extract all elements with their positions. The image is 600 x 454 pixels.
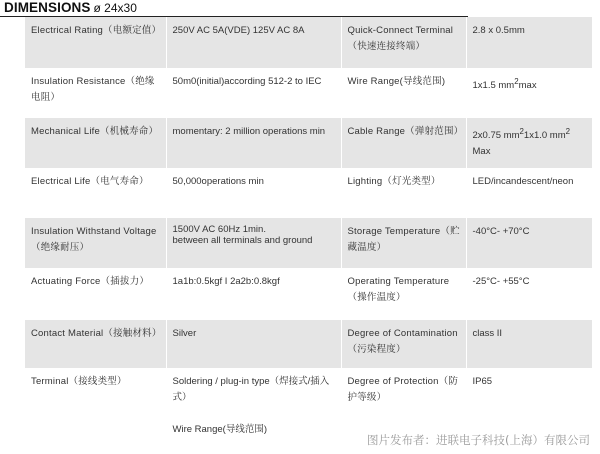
spec-label: Degree of Protection（防护等级）: [341, 368, 466, 450]
spec-value: Silver: [166, 320, 341, 368]
spec-value: class II: [466, 320, 592, 368]
spec-value: 50,000operations min: [166, 168, 341, 218]
spec-value: LED/incandescent/neon: [466, 168, 592, 218]
spec-label: Operating Temperature（操作温度）: [341, 268, 466, 320]
voltage-line-1: 1500V AC 60Hz 1min.: [172, 224, 266, 235]
spec-value: [166, 368, 341, 450]
spec-value: [466, 68, 592, 118]
spec-label: Terminal（接线类型）: [25, 368, 166, 450]
spec-label: Mechanical Life（机械寿命）: [25, 118, 166, 168]
cable-range-sup1: 2: [519, 127, 524, 136]
cable-range-max: Max: [472, 146, 491, 158]
wire-range-sup: 2: [514, 77, 519, 86]
terminal-wire-range: Wire Range(导线范围): [172, 424, 267, 435]
spec-label: Electrical Life（电气寿命）: [25, 168, 166, 218]
spec-value: 50m0(initial)according 512-2 to IEC: [166, 68, 341, 118]
spec-label: Cable Range（弹射范围）: [341, 118, 466, 168]
spec-label: Contact Material（接触材料）: [25, 320, 166, 368]
spec-label: Degree of Contamination（污染程度）: [341, 320, 466, 368]
spec-value: -40°C- +70°C: [466, 218, 592, 268]
spec-value: momentary: 2 million operations min: [166, 118, 341, 168]
spec-value: 250V AC 5A(VDE) 125V AC 8A: [166, 17, 341, 68]
spec-value: 1a1b:0.5kgf I 2a2b:0.8kgf: [166, 268, 341, 320]
spec-label: Quick-Connect Terminal（快速连接终端）: [341, 17, 466, 68]
spec-table: [25, 17, 592, 450]
dimensions-size: ø 24x30: [93, 1, 137, 15]
cable-range-a: 2x0.75 mm: [472, 130, 520, 142]
table-row: [25, 320, 592, 368]
table-row: [25, 68, 592, 118]
dimensions-title: DIMENSIONS: [4, 0, 91, 15]
cable-range-b: 1x1.0 mm: [523, 130, 566, 142]
cable-range-sup2: 2: [565, 127, 571, 136]
terminal-type: Soldering / plug-in type（焊接式/插入式）: [172, 376, 330, 403]
spec-label: Wire Range(导线范围): [341, 68, 466, 118]
voltage-line-2: between all terminals and ground: [172, 235, 313, 246]
table-row: [25, 218, 592, 268]
spec-label: Insulation Resistance（绝缘电阻）: [25, 68, 166, 118]
table-row: [25, 268, 592, 320]
spec-label: Electrical Rating（电额定值）: [25, 17, 166, 68]
wire-range-max: max: [518, 80, 537, 92]
spec-value: IP65: [466, 368, 592, 450]
table-row: [25, 168, 592, 218]
spec-value: [166, 218, 341, 268]
table-row: [25, 118, 592, 168]
spec-value: -25°C- +55°C: [466, 268, 592, 320]
spec-value: 2.8 x 0.5mm: [466, 17, 592, 68]
spec-label: Actuating Force（插拔力）: [25, 268, 166, 320]
spec-label: Lighting（灯光类型）: [341, 168, 466, 218]
spec-label: Storage Temperature（贮藏温度）: [341, 218, 466, 268]
dimensions-heading: [4, 0, 137, 16]
wire-range-value: 1x1.5 mm: [472, 80, 515, 92]
spec-value: [466, 118, 592, 168]
publisher-watermark: 图片发布者：进联电子科技(上海）有限公司: [367, 433, 590, 447]
spec-label: Insulation Withstand Voltage（绝缘耐压）: [25, 218, 166, 268]
table-row: [25, 17, 592, 68]
